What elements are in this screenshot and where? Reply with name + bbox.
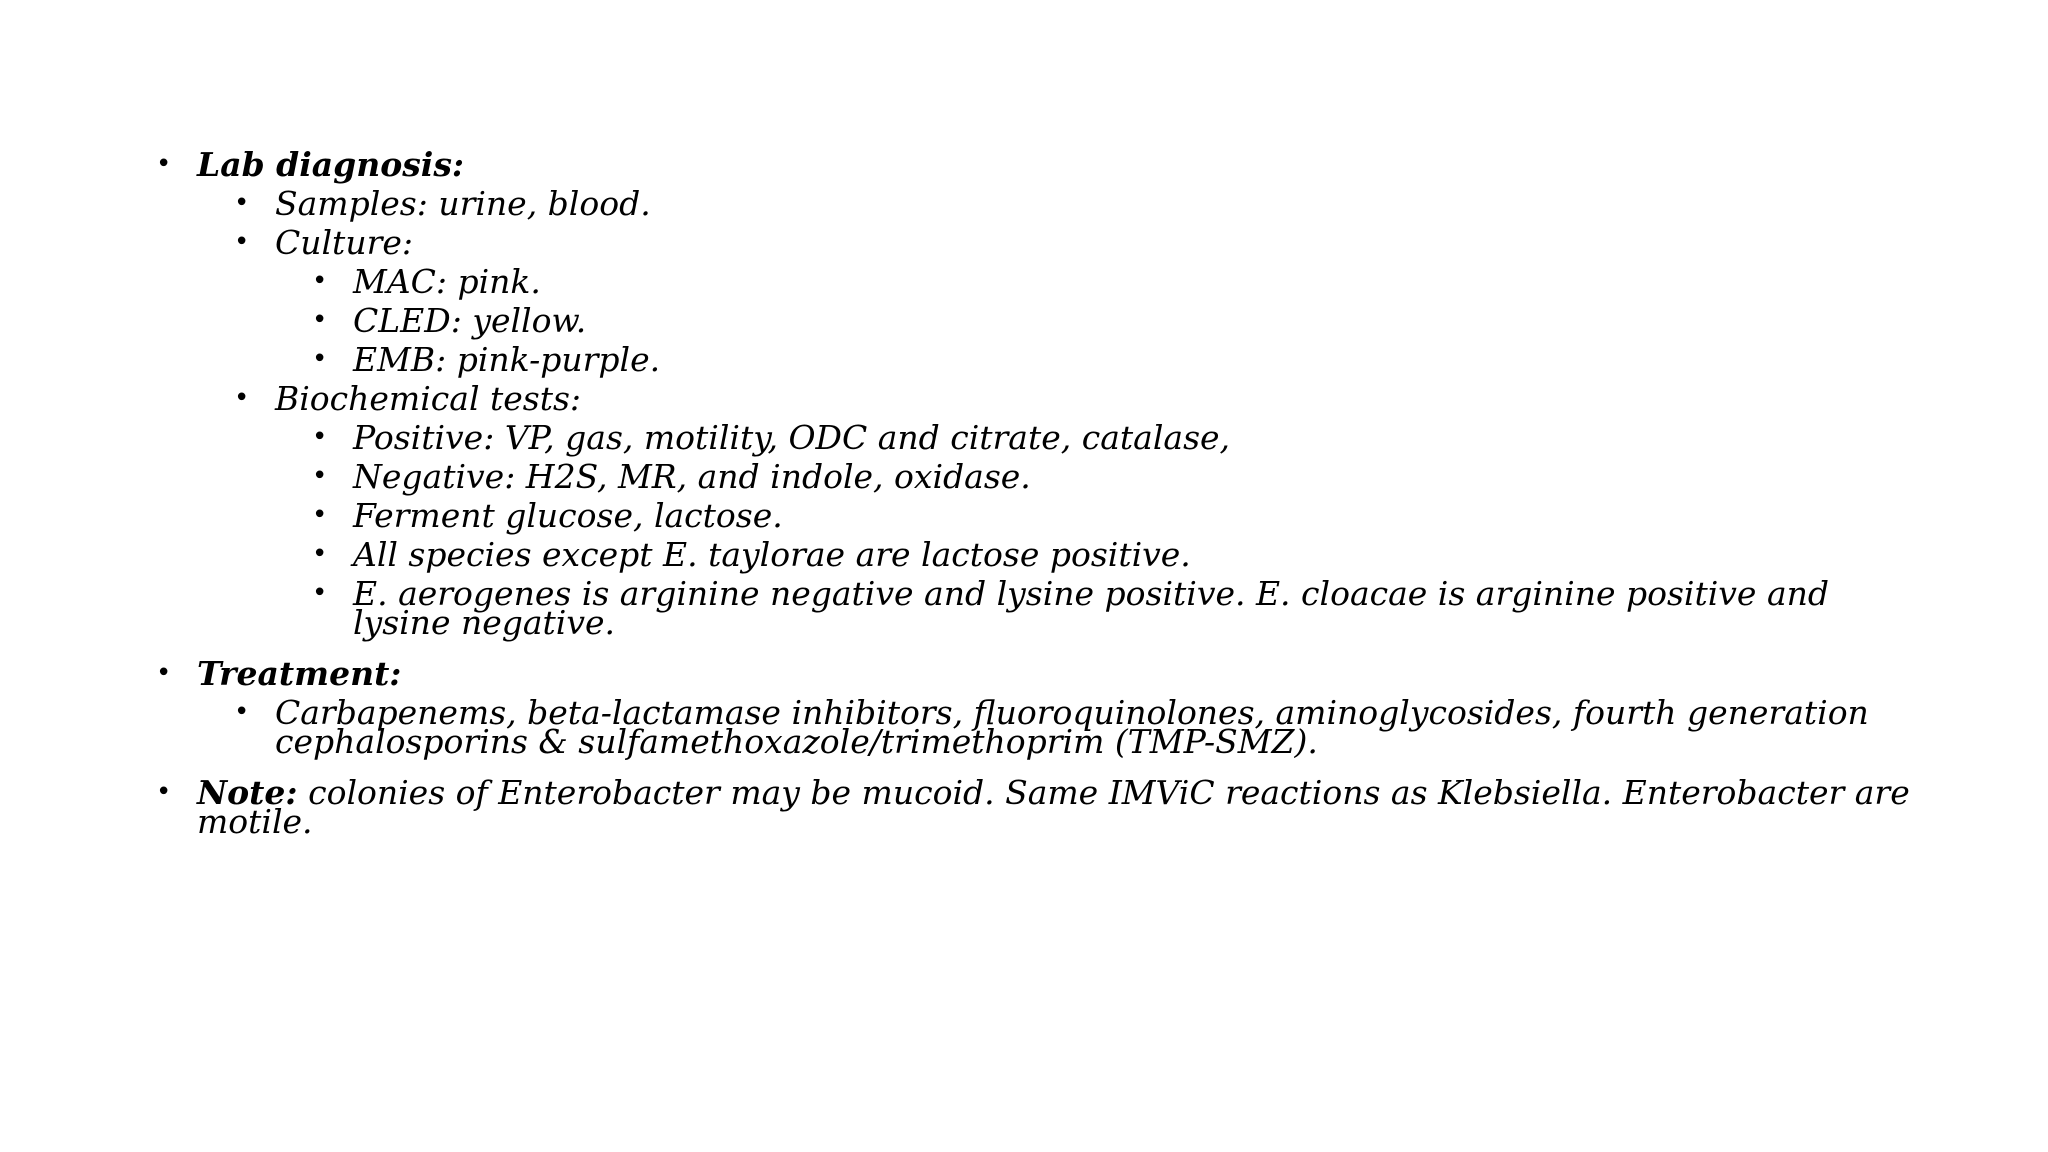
- culture-list-item: [150, 301, 1910, 340]
- bullet-icon: •: [234, 697, 250, 727]
- note-item: [150, 773, 1910, 841]
- lab-diagnosis-item: [150, 145, 1910, 184]
- biochemical-text: Negative: H2S, MR, and indole, oxidase.: [353, 457, 1031, 496]
- bullet-icon: •: [312, 422, 328, 452]
- bullet-icon: •: [156, 658, 172, 688]
- treatment-heading: Treatment:: [197, 654, 402, 693]
- biochemical-list-item: [150, 418, 1910, 457]
- bullet-icon: •: [234, 188, 250, 218]
- biochemical-text: Ferment glucose, lactose.: [353, 496, 783, 535]
- culture-text: EMB: pink-purple.: [353, 340, 661, 379]
- bullet-icon: •: [312, 344, 328, 374]
- bullet-icon: •: [234, 227, 250, 257]
- bullet-icon: •: [312, 461, 328, 491]
- biochemical-text: E. aerogenes is arginine negative and lysine positive. E. cloacae is arginine positive and lysine negative.: [353, 574, 1829, 642]
- culture-list-item: [150, 262, 1910, 301]
- bullet-icon: •: [312, 500, 328, 530]
- note-text: colonies of Enterobacter may be mucoid. Same IMViC reactions as Klebsiella. Enterobacter are motile.: [197, 773, 1910, 841]
- culture-list-item: [150, 340, 1910, 379]
- note-label: Note:: [197, 773, 298, 812]
- bullet-icon: •: [312, 539, 328, 569]
- biochemical-text: All species except E. taylorae are lactose positive.: [353, 535, 1191, 574]
- culture-item: [150, 223, 1910, 262]
- biochemical-text: Positive: VP, gas, motility, ODC and citrate, catalase,: [353, 418, 1231, 457]
- biochemical-item: [150, 379, 1910, 418]
- biochemical-list-item: [150, 535, 1910, 574]
- bullet-icon: •: [156, 149, 172, 179]
- bullet-icon: •: [312, 305, 328, 335]
- samples-text: Samples: urine, blood.: [275, 184, 651, 223]
- bullet-icon: •: [312, 266, 328, 296]
- culture-text: MAC: pink.: [353, 262, 541, 301]
- treatment-text: Carbapenems, beta-lactamase inhibitors, fluoroquinolones, aminoglycosides, fourth generation cephalosporins & sulfamethoxazole/trimethoprim (TMP-SMZ).: [275, 693, 1869, 761]
- bullet-icon: •: [156, 777, 172, 807]
- biochemical-list-item: [150, 496, 1910, 535]
- samples-item: [150, 184, 1910, 223]
- treatment-item: [150, 654, 1910, 693]
- treatment-detail-item: [150, 693, 1910, 761]
- biochemical-heading: Biochemical tests:: [275, 379, 582, 418]
- slide-body: [150, 145, 1910, 841]
- bullet-icon: •: [312, 578, 328, 608]
- culture-text: CLED: yellow.: [353, 301, 587, 340]
- bullet-icon: •: [234, 383, 250, 413]
- lab-diagnosis-heading: Lab diagnosis:: [197, 145, 465, 184]
- biochemical-list-item: [150, 457, 1910, 496]
- biochemical-list-item: [150, 574, 1910, 642]
- culture-heading: Culture:: [275, 223, 413, 262]
